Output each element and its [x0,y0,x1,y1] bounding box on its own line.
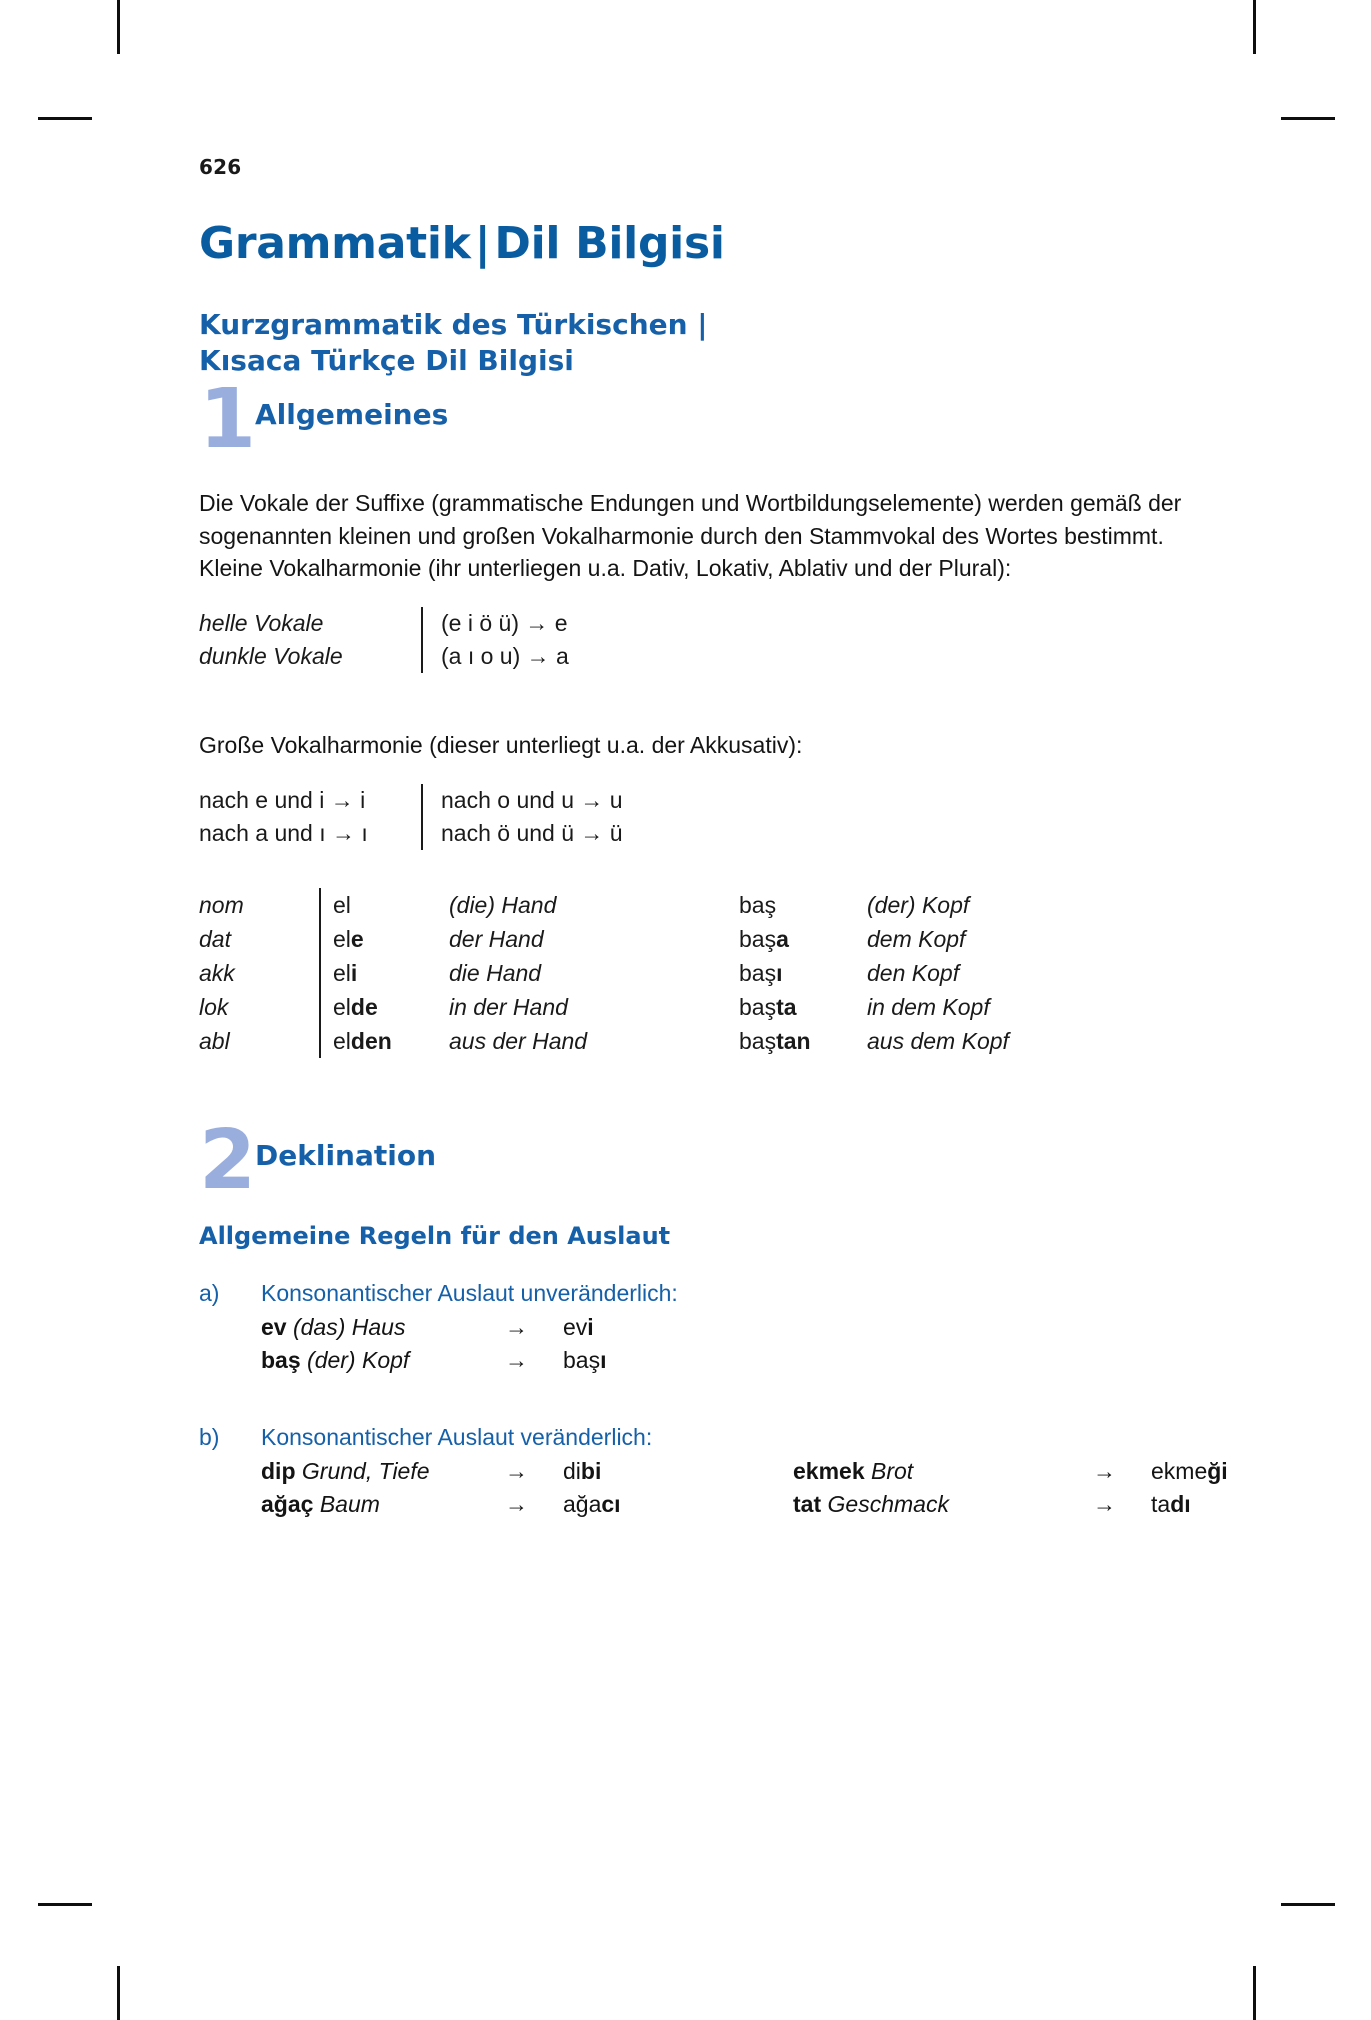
small-harmony-right-column [441,607,1199,673]
form2-suffix: ı [776,959,783,986]
crop-mark-bottom-right [1253,1966,1256,2020]
example-word [261,1344,505,1377]
result-suffix: bi [580,1457,602,1484]
example-word-2-bold: ekmek [793,1457,865,1484]
table-cell-form-el [333,1024,449,1058]
small-harmony-left-column [199,607,421,673]
page-title [199,218,1199,269]
large-harmony-left-0: nach e und i → i [199,786,366,813]
large-harmony-right-column [441,784,1199,850]
table-cell-form-bas [739,956,867,990]
example-word-gloss: (das) Haus [292,1314,406,1341]
declension-table [199,888,1199,1058]
form-stem: el [333,994,351,1020]
section-number-1: 1 [199,371,257,467]
example-word-2-gloss: Geschmack [827,1491,949,1518]
table-cell-form-bas [739,922,867,956]
section-heading-1 [199,371,1199,467]
form-stem: el [333,1028,351,1055]
arrow-icon: → [505,1314,528,1341]
form2-stem: baş [739,1028,777,1055]
example-row [261,1488,1199,1521]
result-stem: baş [563,1347,601,1374]
example-word [261,1311,505,1344]
rule-b-heading [199,1424,1199,1451]
form2-suffix: a [776,925,789,952]
example-row [261,1455,1228,1488]
example-word-2 [793,1455,1093,1488]
large-harmony-right-0: nach o und u → u [441,786,623,813]
table-cell-form-el [333,888,449,922]
result-stem: ev [563,1314,588,1341]
arrow-icon: → [505,1457,528,1484]
form2-stem: baş [739,959,777,986]
form-suffix: i [350,959,358,986]
table-cell-gloss-el: die Hand [449,959,542,986]
large-harmony-right-1: nach ö und ü → ü [441,819,623,846]
page-subtitle [199,307,1199,379]
crop-mark-top-right [1253,0,1256,54]
table-cell-gloss-bas: den Kopf [867,959,960,986]
table-cell-gloss-el: der Hand [449,925,544,952]
form2-stem: baş [739,891,777,918]
example-word-2 [793,1488,1093,1521]
form-stem: el [333,925,351,952]
large-vowel-harmony-block [199,784,1199,850]
result2-stem: ta [1151,1491,1171,1518]
small-harmony-left-0: helle Vokale [199,609,324,636]
table-cell-form-bas [739,1024,867,1058]
table-cell-form-el [333,922,449,956]
subtitle-line-1: Kurzgrammatik des Türkischen | [199,308,708,342]
result-suffix: i [587,1314,594,1341]
rule-a-examples [261,1311,1199,1378]
result-suffix: ı [600,1347,607,1374]
large-harmony-intro: Große Vokalharmonie (dieser unterliegt u.a. der Akkusativ): [199,732,803,759]
table-cell-gloss-el: in der Hand [449,994,568,1020]
crop-mark-right-lower [1281,1903,1335,1906]
small-harmony-right-1: (a ı o u) → a [441,642,569,669]
small-harmony-divider [421,607,423,673]
table-cell-form-bas [739,888,867,922]
example-word-gloss: Baum [319,1491,380,1518]
subtitle-line-2: Kısaca Türkçe Dil Bilgisi [199,344,574,378]
form2-stem: baş [739,994,777,1020]
crop-mark-left-upper [38,117,92,120]
result2-suffix: dı [1170,1491,1191,1518]
form2-suffix: ta [776,994,797,1020]
example-result-2 [1151,1488,1199,1521]
small-vowel-harmony-block [199,607,1199,673]
example-word [261,1455,505,1488]
form-suffix: e [350,925,364,952]
title-separator: | [474,218,491,269]
rule-a-heading [199,1280,1199,1307]
page-content [199,155,1228,1521]
table-cell-gloss-bas: aus dem Kopf [867,1028,1009,1055]
example-result-2 [1151,1455,1228,1488]
rule-b-examples [261,1455,1228,1522]
example-word-bold: dip [261,1457,296,1484]
example-result [563,1311,793,1344]
declension-divider [319,888,333,1058]
table-row-case: dat [199,925,231,952]
large-harmony-left-1: nach a und ı → ı [199,819,368,846]
title-turkish: Dil Bilgisi [494,218,725,269]
example-word-bold: ağaç [261,1491,314,1518]
example-row [261,1344,1199,1377]
result2-suffix: ği [1207,1457,1228,1484]
result2-stem: ekme [1151,1457,1208,1484]
table-cell-gloss-bas: dem Kopf [867,925,966,952]
small-harmony-right-0: (e i ö ü) → e [441,609,568,636]
form-suffix: de [350,994,378,1020]
example-result [563,1344,793,1377]
crop-mark-bottom-left [117,1966,120,2020]
rule-b-text: Konsonantischer Auslaut veränderlich: [261,1423,653,1450]
crop-mark-right-upper [1281,117,1335,120]
example-word [261,1488,505,1521]
example-word-2-bold: tat [793,1491,822,1518]
table-row-case: akk [199,959,235,986]
form2-stem: baş [739,925,777,952]
arrow-icon-2: → [1093,1457,1116,1484]
table-row-case: nom [199,891,244,918]
small-harmony-intro: Kleine Vokalharmonie (ihr unterliegen u.a. Dativ, Lokativ, Ablativ und der Plural): [199,555,1012,582]
form-suffix: den [350,1028,392,1055]
example-row [261,1311,1199,1344]
section-heading-2 [199,1113,1199,1209]
section-title-2: Deklination [255,1139,437,1173]
example-word-gloss: (der) Kopf [307,1347,410,1374]
example-result [563,1455,793,1488]
form2-suffix: tan [776,1028,811,1055]
arrow-icon: → [505,1491,528,1518]
crop-mark-left-lower [38,1903,92,1906]
table-cell-gloss-el: aus der Hand [449,1028,588,1055]
table-cell-form-bas [739,990,867,1024]
rule-b-letter: b) [199,1423,220,1450]
example-word-bold: ev [261,1314,287,1341]
table-row-case: lok [199,994,229,1020]
arrow-icon-2: → [1093,1491,1116,1518]
example-word-gloss: Grund, Tiefe [301,1457,430,1484]
title-german: Grammatik [199,218,471,269]
example-result [563,1488,793,1521]
page-number: 626 [199,155,242,179]
small-harmony-left-1: dunkle Vokale [199,642,343,669]
table-cell-form-el [333,990,449,1024]
section1-paragraph: Die Vokale der Suffixe (grammatische Endungen und Wortbildungselemente) werden gemäß der sogenannten kleinen und großen Vokalharmonie durch den Stammvokal des Wortes bestimmt. [199,489,1182,549]
table-row-case: abl [199,1028,230,1055]
form-stem: el [333,891,351,918]
example-word-bold: baş [261,1347,301,1374]
table-cell-gloss-bas: in dem Kopf [867,994,990,1020]
form-stem: el [333,959,351,986]
result-stem: ağa [563,1491,602,1518]
section-title-1: Allgemeines [255,397,449,431]
result-suffix: cı [601,1491,621,1518]
rule-a-letter: a) [199,1280,220,1307]
arrow-icon: → [505,1347,528,1374]
example-word-2-gloss: Brot [871,1457,914,1484]
crop-mark-top-left [117,0,120,54]
large-harmony-divider [421,784,423,850]
table-cell-form-el [333,956,449,990]
section-number-2: 2 [199,1113,257,1209]
table-cell-gloss-el: (die) Hand [449,891,557,918]
rule-a-text: Konsonantischer Auslaut unveränderlich: [261,1280,678,1307]
table-cell-gloss-bas: (der) Kopf [867,891,970,918]
rule-title: Allgemeine Regeln für den Auslaut [199,1222,671,1251]
result-stem: di [563,1457,581,1484]
large-harmony-left-column [199,784,421,850]
